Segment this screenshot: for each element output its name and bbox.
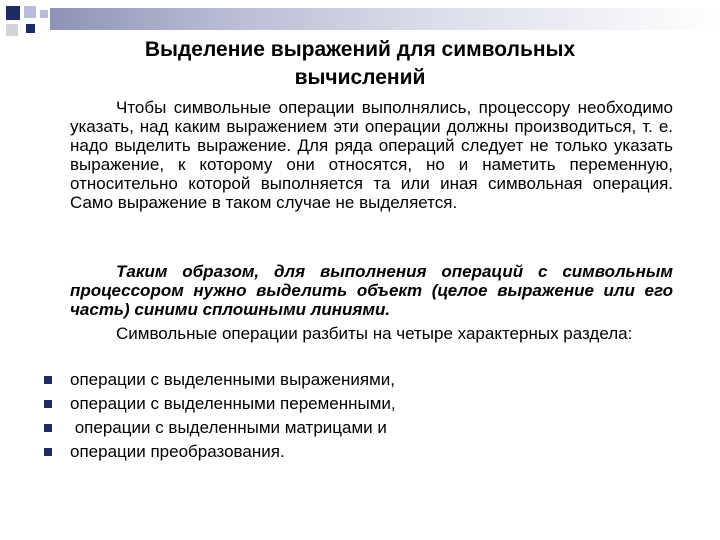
list-item bbox=[44, 416, 664, 440]
paragraph-sections-text: Символьные операции разбиты на четыре характерных раздела: bbox=[116, 324, 633, 343]
list-item-text: операции с выделенными переменными, bbox=[70, 394, 396, 413]
corner-square-navy-small bbox=[26, 24, 35, 33]
list-item bbox=[44, 392, 664, 416]
bullet-square-icon bbox=[44, 400, 52, 408]
paragraph-emphasis-text: Таким образом, для выполнения операций с символьным процессором нужно выделить объект (целое выражение или его часть) синими сплошными линиями. bbox=[70, 262, 673, 319]
title-line-1: Выделение выражений для символьных bbox=[144, 38, 576, 61]
paragraph-emphasis bbox=[70, 262, 673, 319]
paragraph-intro-text: Чтобы символьные операции выполнялись, процессору необходимо указать, над каким выражением эти операции должны производиться, т. е. надо выделить выражение. Для ряда операций следует не только указать выражение, к которому они относятся, но и наметить переменную, относительно которой выполняется та или иная символьная операция. Само выражение в таком случае не выделяется. bbox=[70, 98, 673, 212]
bullet-square-icon bbox=[44, 376, 52, 384]
bullet-square-icon bbox=[44, 448, 52, 456]
list-item-text: операции с выделенными выражениями, bbox=[70, 370, 396, 389]
list-item-text: операции с выделенными матрицами и bbox=[70, 418, 387, 437]
bullet-square-icon bbox=[44, 424, 52, 432]
list-item bbox=[44, 440, 664, 464]
operations-list bbox=[44, 368, 664, 464]
corner-square-gray bbox=[6, 24, 18, 36]
header-gradient-bar bbox=[50, 8, 720, 30]
corner-square-lavender bbox=[24, 6, 36, 18]
list-item-text: операции преобразования. bbox=[70, 442, 285, 461]
title-line-2: вычислений bbox=[294, 66, 426, 89]
paragraph-sections bbox=[70, 324, 673, 343]
list-item bbox=[44, 368, 664, 392]
corner-square-lavender-small bbox=[40, 10, 48, 18]
paragraph-intro bbox=[70, 98, 673, 212]
corner-square-navy bbox=[6, 6, 20, 20]
slide-title bbox=[60, 36, 660, 92]
